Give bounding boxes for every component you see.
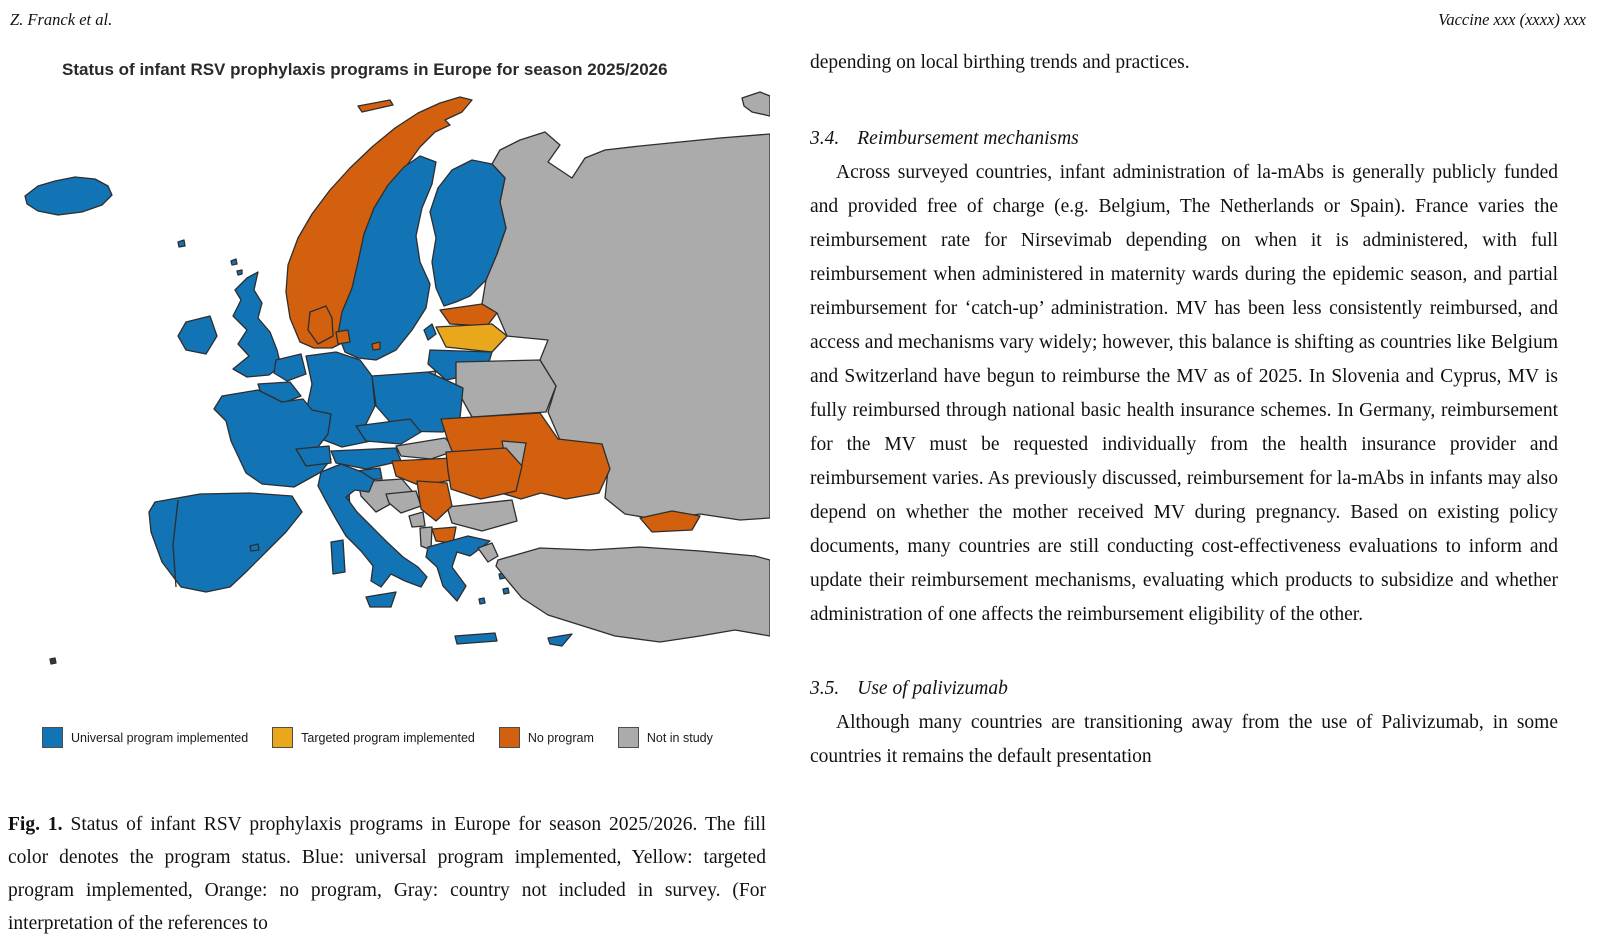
- section-3-4-paragraph: Across surveyed countries, infant administration of la-mAbs is generally publicly funded and provided free of charge (e.g. Belgium, The Netherlands or Spain). France varies the reimbursement rate for Nirsevimab depending on when it is administered, with full reimbursement when administered in maternity wards during the epidemic season, and partial reimbursement for ‘catch-up’ administration. MV has been less consistently reimbursed, and access and mechanisms vary widely; however, this balance is shifting as countries like Belgium and Switzerland have begun to reimburse the MV as of 2025. In Slovenia and Cyprus, MV is fully reimbursed through national basic health insurance schemes. In Germany, reimbursement for the MV must be requested individually from the health insurance provider and reimbursement varies. As previously discussed, reimbursement for la-mAbs in infants may also depend on whether the mother received MV during pregnancy. Based on existing policy documents, many countries are still conducting cost-effectiveness evaluations to inform and update their reimbursement mechanisms, evaluating which products to subsidize and whether administration of one affects the reimbursement eligibility of the other.: [810, 162, 1558, 625]
- legend-swatch-no-program: [499, 727, 520, 748]
- section-3-5-paragraph: Although many countries are transitioning away from the use of Palivizumab, in some countries it remains the default presentation: [810, 712, 1558, 767]
- map-sardinia: [331, 540, 345, 574]
- figure-caption: [8, 808, 766, 940]
- section-number: 3.4.: [810, 128, 840, 149]
- paragraph-continuation: depending on local birthing trends and practices.: [810, 52, 1190, 73]
- legend-item-targeted: [272, 727, 475, 748]
- europe-choropleth-map: [0, 88, 770, 718]
- map-country-ireland: [178, 316, 217, 354]
- map-iberia: [149, 493, 302, 592]
- header-authors: Z. Franck et al.: [10, 10, 113, 29]
- article-column: [810, 46, 1558, 774]
- map-country-bulgaria: [447, 500, 517, 531]
- legend-item-not-in-study: [618, 727, 713, 748]
- map-country-united-kingdom: [233, 272, 281, 377]
- legend-swatch-not-in-study: [618, 727, 639, 748]
- figure-caption-label: Fig. 1.: [8, 813, 63, 835]
- map-country-estonia: [440, 304, 497, 326]
- section-title: Use of palivizumab: [857, 678, 1008, 699]
- map-country-romania: [446, 448, 522, 499]
- map-novaya-zemlya: [742, 92, 770, 116]
- section-heading-3-4: [810, 122, 1558, 156]
- map-faroe-dots: [178, 240, 242, 275]
- map-country-greece: [426, 536, 490, 601]
- legend-swatch-universal: [42, 727, 63, 748]
- map-country-cyprus: [548, 634, 572, 646]
- legend-swatch-targeted: [272, 727, 293, 748]
- map-gotland: [424, 324, 436, 340]
- map-balearics: [250, 544, 259, 551]
- map-country-bosnia: [386, 491, 421, 513]
- map-svalbard-sliver: [358, 100, 393, 112]
- legend-label: Targeted program implemented: [301, 730, 475, 745]
- figure-legend: [42, 727, 737, 748]
- map-country-montenegro: [409, 512, 425, 527]
- legend-label: Not in study: [646, 730, 713, 745]
- map-sicily: [366, 592, 396, 607]
- map-country-belarus: [456, 360, 556, 417]
- map-country-latvia: [436, 324, 507, 352]
- section-number: 3.5.: [810, 678, 840, 699]
- figure-caption-text: Status of infant RSV prophylaxis programs in Europe for season 2025/2026. The fill color denotes the program status. Blue: universal program implemented, Yellow: targeted program implemented, Orange: no program, Gray: country not included in survey. (For interpretation of the references to: [8, 813, 766, 934]
- header-journal: Vaccine xxx (xxxx) xxx: [1438, 10, 1586, 29]
- legend-item-no-program: [499, 727, 594, 748]
- section-heading-3-5: [810, 672, 1558, 706]
- map-country-turkey: [496, 547, 770, 642]
- figure-title: Status of infant RSV prophylaxis programs in Europe for season 2025/2026: [62, 60, 668, 79]
- map-country-iceland: [25, 177, 112, 215]
- legend-item-universal: [42, 727, 248, 748]
- legend-label: No program: [527, 730, 594, 745]
- section-title: Reimbursement mechanisms: [857, 128, 1079, 149]
- map-small-island-dot: [50, 658, 56, 664]
- legend-label: Universal program implemented: [71, 730, 249, 745]
